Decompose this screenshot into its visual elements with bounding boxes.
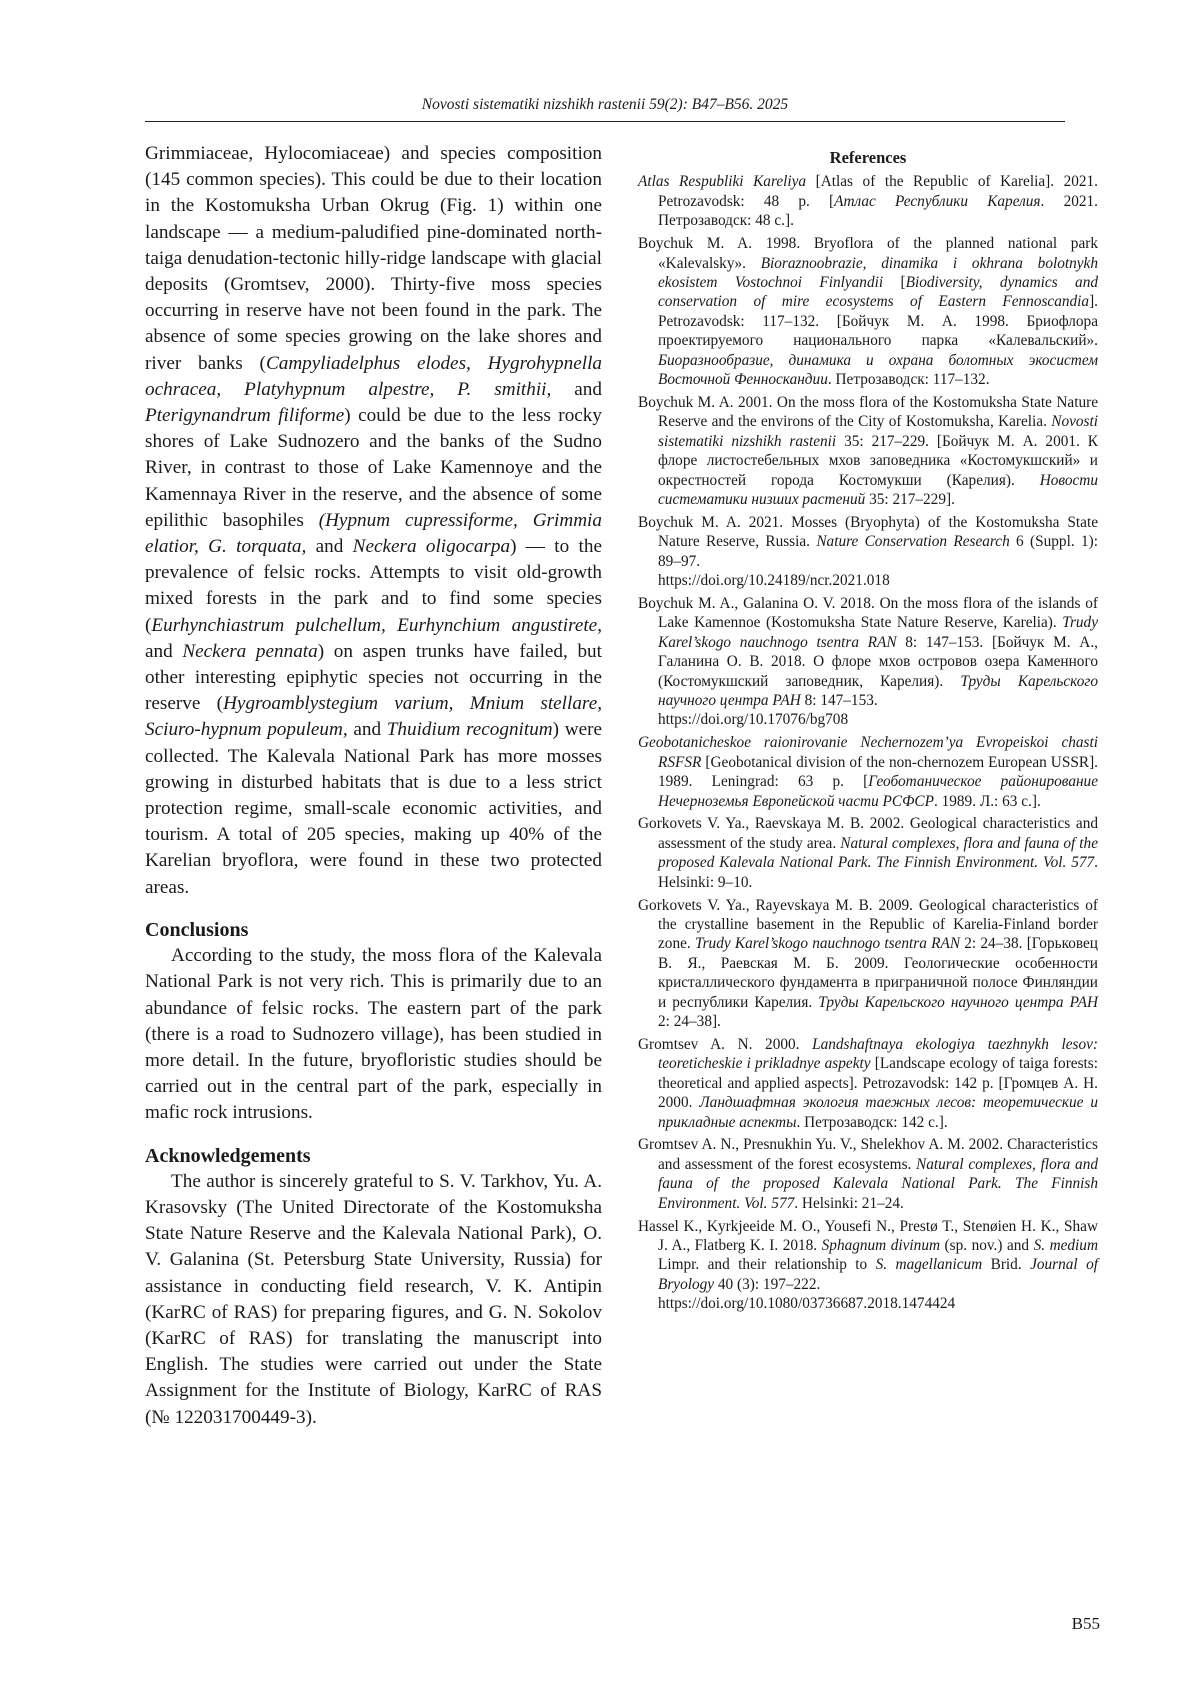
conclusions-heading: Conclusions [145, 918, 249, 941]
reference-item: Boychuk M. A. 2021. Mosses (Bryophyta) of the Kostomuksha State Nature Reserve, Russia. Nature Conservation Research 6 (Suppl. 1): 89–97. https://doi.org/10.24189/ncr.2021.018 [638, 513, 1098, 590]
page-number: B55 [1071, 1614, 1100, 1633]
discussion-paragraph: Grimmiaceae, Hylocomiaceae) and species composition (145 common species). This could be due to their location in the Kostomuksha Urban Okrug (Fig. 1) within one landscape — a medium-paludified pine-dominated north-taiga denudation-tectonic hilly-ridge landscape with glacial deposits (Gromtsev, 2000). Thirty-five moss species occurring in reserve have not been found in the park. The absence of some species growing on the lake shores and river banks (Campyliadelphus elodes, Hygrohypnella ochracea, Platyhypnum alpestre, P. smithii, and Pterigynandrum filiforme) could be due to the less rocky shores of Lake Sudnozero and the banks of the Sudno River, in contrast to those of Lake Kamennoye and the Kamennaya River in the reserve, and the absence of some epilithic basophiles (Hypnum cupressiforme, Grimmia elatior, G. torquata, and Neckera oligocarpa) — to the prevalence of felsic rocks. Attempts to visit old-growth mixed forests in the park and to find some species (Eurhynchiastrum pulchellum, Eurhynchium angustirete, and Neckera pennata) on aspen trunks have failed, but other interesting epiphytic species not occurring in the reserve (Hygroamblystegium varium, Mnium stellare, Sciuro-hypnum populeum, and Thuidium recognitum) were collected. The Kalevala National Park has more mosses growing in disturbed habitats that is due to a less strict protection regime, small-scale economic activities, and tourism. A total of 205 species, making up 40% of the Karelian bryoflora, were found in these two protected areas. [145, 143, 603, 898]
doi-link[interactable]: https://doi.org/10.24189/ncr.2021.018 [658, 572, 890, 590]
header-rule [145, 121, 1065, 122]
acknowledgements-heading: Acknowledgements [145, 1144, 311, 1167]
reference-item: Boychuk M. A., Galanina O. V. 2018. On the moss flora of the islands of Lake Kamennoe (Kostomuksha State Nature Reserve, Karelia). Trudy Karel’skogo nauchnogo tsentra RAN 8: 147–153. [Бойчук М. А., Галанина О. В. 2018. О флоре мхов островов озера Каменного (Костомукшский заповедник, Карелия). Труды Карельского научного центра РАН 8: 147–153. https://doi.org/10.17076/bg708 [638, 594, 1098, 729]
reference-item: Boychuk M. A. 2001. On the moss flora of the Kostomuksha State Nature Reserve and the environs of the City of Kostomuksha, Karelia. Novosti sistematiki nizshikh rastenii 35: 217–229. [Бойчук М. А. 2001. К флоре листостебельных мхов заповедника «Костомукшский» и окрестностей города Костомукши (Карелия). Новости систематики низших растений 35: 217–229]. [638, 393, 1098, 508]
conclusions-paragraph: According to the study, the moss flora of the Kalevala National Park is not very rich. This is primarily due to an abundance of felsic rocks. The eastern part of the park (there is a road to Sudnozero village), has been studied in more detail. In the future, bryofloristic studies should be carried out in the central part of the park, especially in mafic rock intrusions. [145, 945, 602, 1124]
doi-link[interactable]: https://doi.org/10.17076/bg708 [658, 711, 849, 729]
left-column [145, 141, 602, 1431]
reference-item: Atlas Respubliki Kareliya [Atlas of the Republic of Karelia]. 2021. Petrozavodsk: 48 p. [Атлас Республики Карелия. 2021. Петрозаводск: 48 с.]. [638, 173, 1098, 230]
reference-item: Gromtsev A. N., Presnukhin Yu. V., Shelekhov A. M. 2002. Characteristics and assessment of the forest ecosystems. Natural complexes, flora and fauna of the proposed Kalevala National Park. The Finnish Environment. Vol. 577. Helsinki: 21–24. [638, 1136, 1098, 1212]
reference-item: Gorkovets V. Ya., Raevskaya M. B. 2002. Geological characteristics and assessment of the study area. Natural complexes, flora and fauna of the proposed Kalevala National Park. The Finnish Environment. Vol. 577. Helsinki: 9–10. [638, 815, 1098, 891]
reference-item: Boychuk M. A. 1998. Bryoflora of the planned national park «Kalevalsky». Bioraznoobrazie, dinamika i okhrana bolotnykh ekosistem Vostochnoi Finlyandii [Biodiversity, dynamics and conservation of mire ecosystems of Eastern Fennoscandia]. Petrozavodsk: 117–132. [Бойчук М. А. 1998. Бриофлора проектируемого национального парка «Калевальский». Биоразнообразие, динамика и охрана болотных экосистем Восточной Фенноскандии. Петрозаводск: 117–132. [638, 235, 1098, 388]
running-header: Novosti sistematiki nizshikh rastenii 59(2): B47–B56. 2025 [421, 96, 789, 113]
reference-item: Geobotanicheskoe raionirovanie Nechernozem’ya Evropeiskoi chasti RSFSR [Geobotanical division of the non-chernozem European USSR]. 1989. Leningrad: 63 p. [Геоботаническое районирование Нечерноземья Европейской части РСФСР. 1989. Л.: 63 с.]. [638, 734, 1098, 810]
references-column [638, 148, 1098, 1317]
reference-item: Gromtsev A. N. 2000. Landshaftnaya ekologiya taezhnykh lesov: teoreticheskie i prikladnye aspekty [Landscape ecology of taiga forests: theoretical and applied aspects]. Petrozavodsk: 142 p. [Громцев А. Н. 2000. Ландшафтная экология таежных лесов: теоретические и прикладные аспекты. Петрозаводск: 142 с.]. [638, 1035, 1098, 1131]
references-heading: References [829, 148, 907, 167]
doi-link[interactable]: https://doi.org/10.1080/03736687.2018.1474424 [658, 1295, 956, 1313]
reference-item: Hassel K., Kyrkjeeide M. O., Yousefi N., Prestø T., Stenøien H. K., Shaw J. A., Flatberg K. I. 2018. Sphagnum divinum (sp. nov.) and S. medium Limpr. and their relationship to S. magellanicum Brid. Journal of Bryology 40 (3): 197–222. https://doi.org/10.1080/03736687.2018.1474424 [638, 1217, 1099, 1313]
acknowledgements-paragraph: The author is sincerely grateful to S. V. Tarkhov, Yu. A. Krasovsky (The United Directorate of the Kostomuksha State Nature Reserve and the Kalevala National Park), O. V. Galanina (St. Petersburg State University, Russia) for assistance in conducting field research, V. K. Antipin (KarRC of RAS) for preparing figures, and G. N. Sokolov (KarRC of RAS) for translating the manuscript into English. The studies were carried out under the State Assignment for the Institute of Biology, KarRC of RAS (№ 122031700449-3). [145, 1170, 602, 1428]
reference-item: Gorkovets V. Ya., Rayevskaya M. B. 2009. Geological characteristics of the crystalline basement in the Republic of Karelia-Finland border zone. Trudy Karel’skogo nauchnogo tsentra RAN 2: 24–38. [Горьковец В. Я., Раевская М. Б. 2009. Геологические особенности кристаллического фундамента в приграничной полосе Финляндии и республики Карелия. Труды Карельского научного центра РАН 2: 24–38]. [638, 896, 1098, 1030]
